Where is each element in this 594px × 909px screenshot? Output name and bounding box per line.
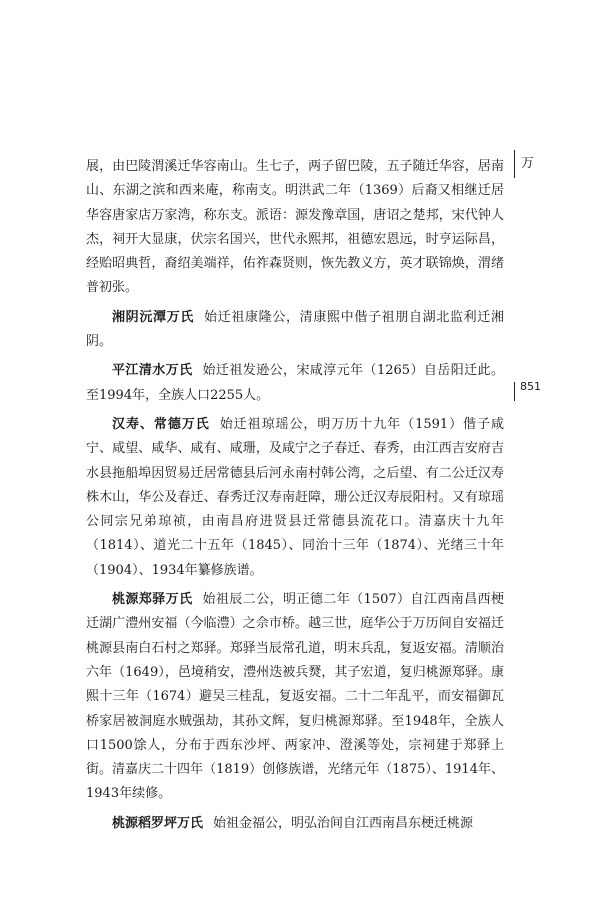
margin-rule-top	[514, 150, 515, 178]
page-number: 851	[520, 380, 541, 393]
entry-text: 始迁祖发逊公，宋咸淳元年（1265）自岳阳迁此。至1994年，全族人口2255人。	[86, 363, 504, 403]
entry-text: 始迁祖琼瑶公，明万历十九年（1591）偕子咸宁、咸望、咸华、咸有、咸珊，及咸宁之子春迁、春秀，由江西吉安府吉水县拖船埠因贸易迁居常德县后河永南村韩公湾，之后望、有二公迁汉寿株木山，华公及春迁、春秀迁汉寿南赶障，珊公迁汉寿辰阳村。又有琼瑶公同宗兄弟琼祯，由南昌府进贤县迁常德县流花口。清嘉庆十九年（1814）、道光二十五年（1845）、同治十三年（1874）、光绪三十年（1904）、1934年纂修族谱。	[86, 416, 504, 578]
clan-heading: 平江清水万氏	[112, 363, 193, 379]
entry-text: 展，由巴陵渭溪迁华容南山。生七子，两子留巴陵，五子随迁华容，居南山、东湖之滨和西来庵，称南支。明洪武二年（1369）后裔又相继迁居华容唐家店万家湾，称东支。派语：源发豫章国，唐诏之楚邦，宋代钟人杰，祠开大显康，伏宗名国兴，世代永熙邦，祖德宏恩远，时亨运际昌，经贻昭典哲，裔绍美端祥，佑祚森贤则，恢先教义方，英才联锦焕，渭绪普初张。	[86, 159, 504, 296]
clan-heading: 汉寿、常德万氏	[112, 416, 210, 432]
section-label: 万	[521, 156, 535, 171]
clan-heading: 桃源稻罗坪万氏	[112, 815, 204, 831]
page-body	[86, 155, 504, 841]
clan-heading: 湘阴沅潭万氏	[112, 309, 194, 325]
entry-continued	[86, 155, 504, 301]
entry-taoyuan-daoluoping	[86, 812, 504, 836]
entry-xiangyin-yuantan	[86, 306, 504, 355]
entry-hanshou-changde	[86, 413, 504, 583]
entry-pingjiang-qingshui	[86, 359, 504, 408]
entry-taoyuan-zhengyi	[86, 588, 504, 807]
margin-rule-bottom	[514, 382, 515, 401]
entry-text: 始祖金福公，明弘治间自江西南昌东梗迁桃源	[213, 815, 474, 831]
entry-text: 始迁祖康隆公，清康熙中偕子祖朋自湖北监利迁湘阴。	[86, 309, 504, 350]
clan-heading: 桃源郑驿万氏	[112, 592, 193, 608]
entry-text: 始祖辰二公，明正德二年（1507）自江西南昌西梗迁湖广澧州安福（今临澧）之佘市桥。越三世，庭华公于万历间自安福迁桃源县南白石村之郑驿。郑驿当辰常孔道，明末兵乱，复返安福。清顺治六年（1649），邑境稍安，澧州迭被兵燹，其子宏道，复归桃源郑驿。康熙十三年（1674）避吴三桂乱，复返安福。二十二年乱平，而安福御瓦桥家居被洞庭水贼强劫，其孙文辉，复归桃源郑驿。至1948年，全族人口1500馀人，分布于西东沙坪、两家冲、澄溪等处，宗祠建于郑驿上街。清嘉庆二十四年（1819）创修族谱，光绪元年（1875）、1914年、1943年续修。	[86, 592, 504, 802]
